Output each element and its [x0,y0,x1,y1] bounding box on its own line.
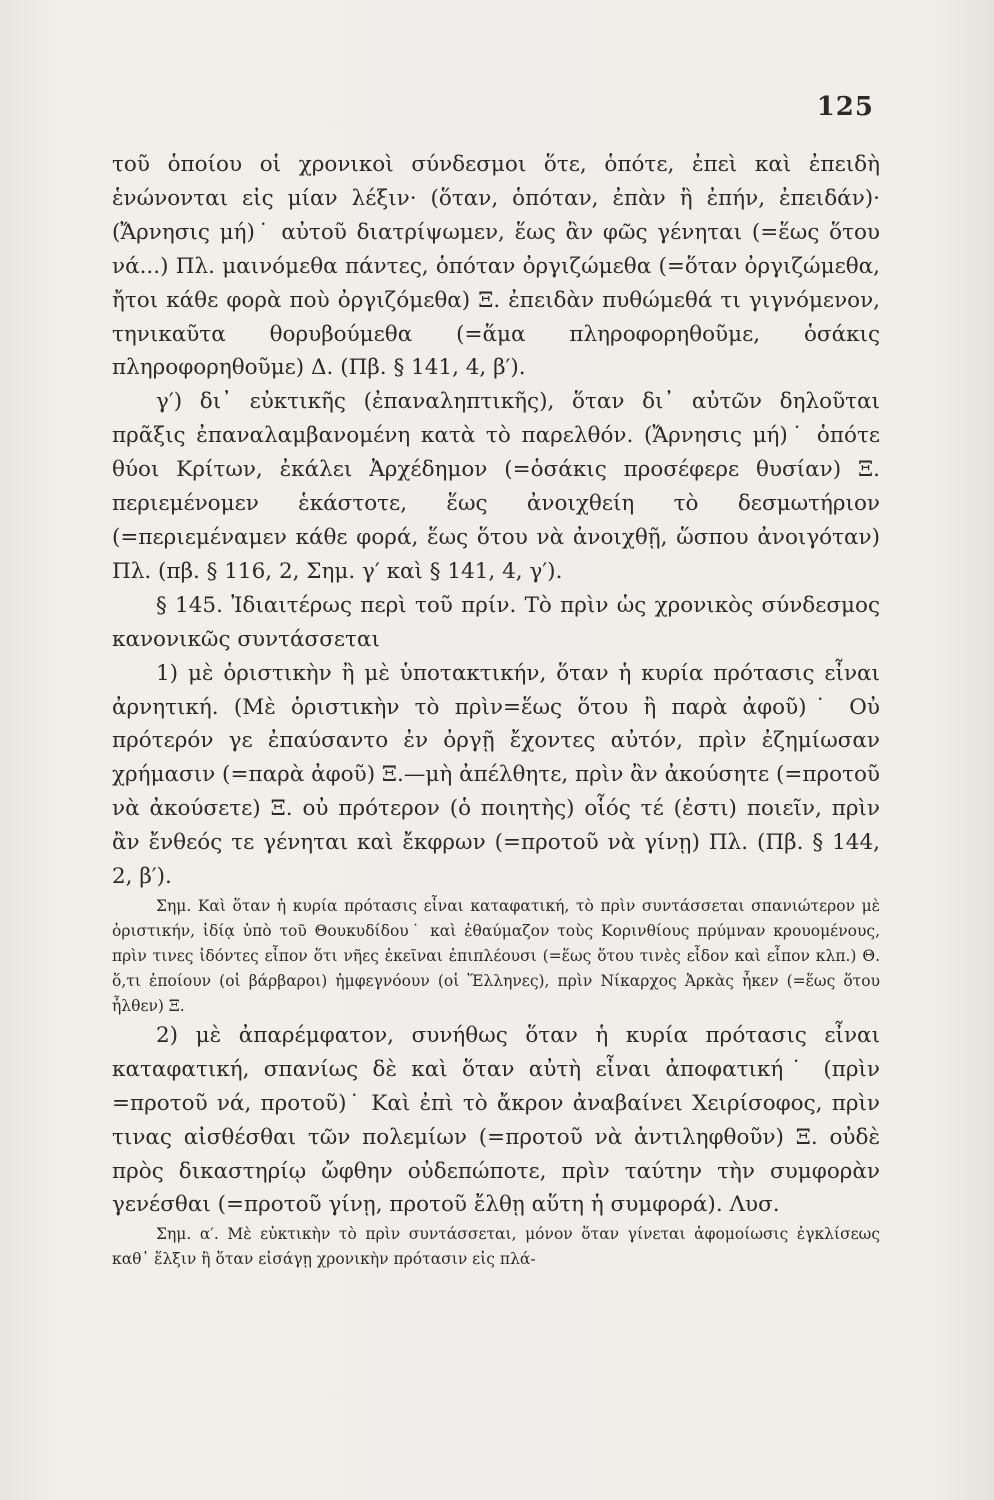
paragraph-point-2: 2) μὲ ἀπαρέμφατον, συνήθως ὅταν ἡ κυρία πρότασις εἶναι καταφατική, σπανίως δὲ καὶ ὅταν αὐτὴ εἶναι ἀποφατική˙ (πρὶν =προτοῦ νά, προτοῦ)˙ Καὶ ἐπὶ τὸ ἄκρον ἀναβαίνει Χειρίσοφος, πρὶν τινας αἰσθέσθαι τῶν πολεμίων (=προτοῦ νὰ ἀντιληφθοῦν) Ξ. οὐδὲ πρὸς δικαστηρίῳ ὤφθην οὐδεπώποτε, πρὶν ταύτην τὴν συμφορὰν γενέσθαι (=προτοῦ γίνῃ, προτοῦ ἔλθῃ αὕτη ἡ συμφορά). Λυσ. [112,1022,880,1218]
paragraph-gamma: γ′) δι᾿ εὐκτικῆς (ἐπαναληπτικῆς), ὅταν δι᾿ αὐτῶν δηλοῦται πρᾶξις ἐπαναλαμβανομένη κατὰ τὸ παρελθόν. (Ἄρνησις μή)˙ ὁπότε θύοι Κρίτων, ἐκάλει Ἀρχέδημον (=ὁσάκις προσέφερε θυσίαν) Ξ. περιεμένομεν ἑκάστοτε, ἕως ἀνοιχθείη τὸ δεσμωτήριον (=περιεμέναμεν κάθε φορά, ἕως ὅτου νὰ ἀνοιχθῇ, ὥσπου ἀνοιγόταν) Πλ. (πβ. § 116, 2, Σημ. γ′ καὶ § 141, 4, γ′). [112,389,880,584]
page-number: 125 [816,92,874,122]
paragraph-point-1: 1) μὲ ὁριστικὴν ἢ μὲ ὑποτακτικήν, ὅταν ἡ κυρία πρότασις εἶναι ἀρνητική. (Μὲ ὁριστικὴν τὸ πρὶν=ἕως ὅτου ἢ παρὰ ἀφοῦ)˙ Οὐ πρότερόν γε ἐπαύσαντο ἐν ὀργῇ ἔχοντες αὐτόν, πρὶν ἐζημίωσαν χρήμασιν (=παρὰ ἀφοῦ) Ξ.—μὴ ἀπέλθητε, πρὶν ἂν ἀκούσητε (=προτοῦ νὰ ἀκούσετε) Ξ. οὐ πρότερον (ὁ ποιητὴς) οἷός τέ (ἐστι) ποιεῖν, πρὶν ἂν ἔνθεός τε γένηται καὶ ἔκφρων (=προτοῦ νὰ γίνῃ) Πλ. (Πβ. § 144, 2, β′). [112,660,880,890]
page-body [112,148,880,1272]
paragraph-continuation: τοῦ ὁποίου οἱ χρονικοὶ σύνδεσμοι ὅτε, ὁπότε, ἐπεὶ καὶ ἐπειδὴ ἑνώνονται εἰς μίαν λέξιν· (ὅταν, ὁπόταν, ἐπὰν ἢ ἐπήν, ἐπειδάν)· (Ἄρνησις μή)˙ αὐτοῦ διατρίψωμεν, ἕως ἂν φῶς γένηται (=ἕως ὅτου νά...) Πλ. μαινόμεθα πάντες, ὁπόταν ὀργιζώμεθα (=ὅταν ὀργιζώμεθα, ἤτοι κάθε φορὰ ποὺ ὀργιζόμεθα) Ξ. ἐπειδὰν πυθώμεθά τι γιγνόμενον, τηνικαῦτα θορυβούμεθα (=ἅμα πληροφορηθοῦμε, ὁσάκις πληροφορηθοῦμε) Δ. (Πβ. § 141, 4, β′). [112,152,880,381]
note-alpha-paragraph: Σημ. α′. Μὲ εὐκτικὴν τὸ πρὶν συντάσσεται, μόνον ὅταν γίνεται ἀφομοίωσις ἐγκλίσεως καθ᾿ ἕλξιν ἢ ὅταν εἰσάγῃ χρονικὴν πρότασιν εἰς πλά- [112,1225,880,1269]
note-paragraph: Σημ. Καὶ ὅταν ἡ κυρία πρότασις εἶναι καταφατική, τὸ πρὶν συντάσσεται σπανιώτερον μὲ ὁριστικήν, ἰδίᾳ ὑπὸ τοῦ Θουκυδίδου˙ καὶ ἐθαύμαζον τοὺς Κορινθίους πρύμναν κρουομένους, πρὶν τινες ἰδόντες εἶπον ὅτι νῆες ἐκεῖναι ἐπιπλέουσι (=ἕως ὅτου τινὲς εἶδον καὶ εἶπον κλπ.) Θ. ὅ,τι ἐποίουν (οἱ βάρβαροι) ἠμφεγνόουν (οἱ Ἕλληνες), πρὶν Νίκαρχος Ἀρκὰς ἧκεν (=ἕως ὅτου ἦλθεν) Ξ. [112,896,880,1015]
section-145-heading: § 145. Ἰδιαιτέρως περὶ τοῦ πρίν. Τὸ πρὶν ὡς χρονικὸς σύνδεσμος κανονικῶς συντάσσεται [112,592,880,652]
